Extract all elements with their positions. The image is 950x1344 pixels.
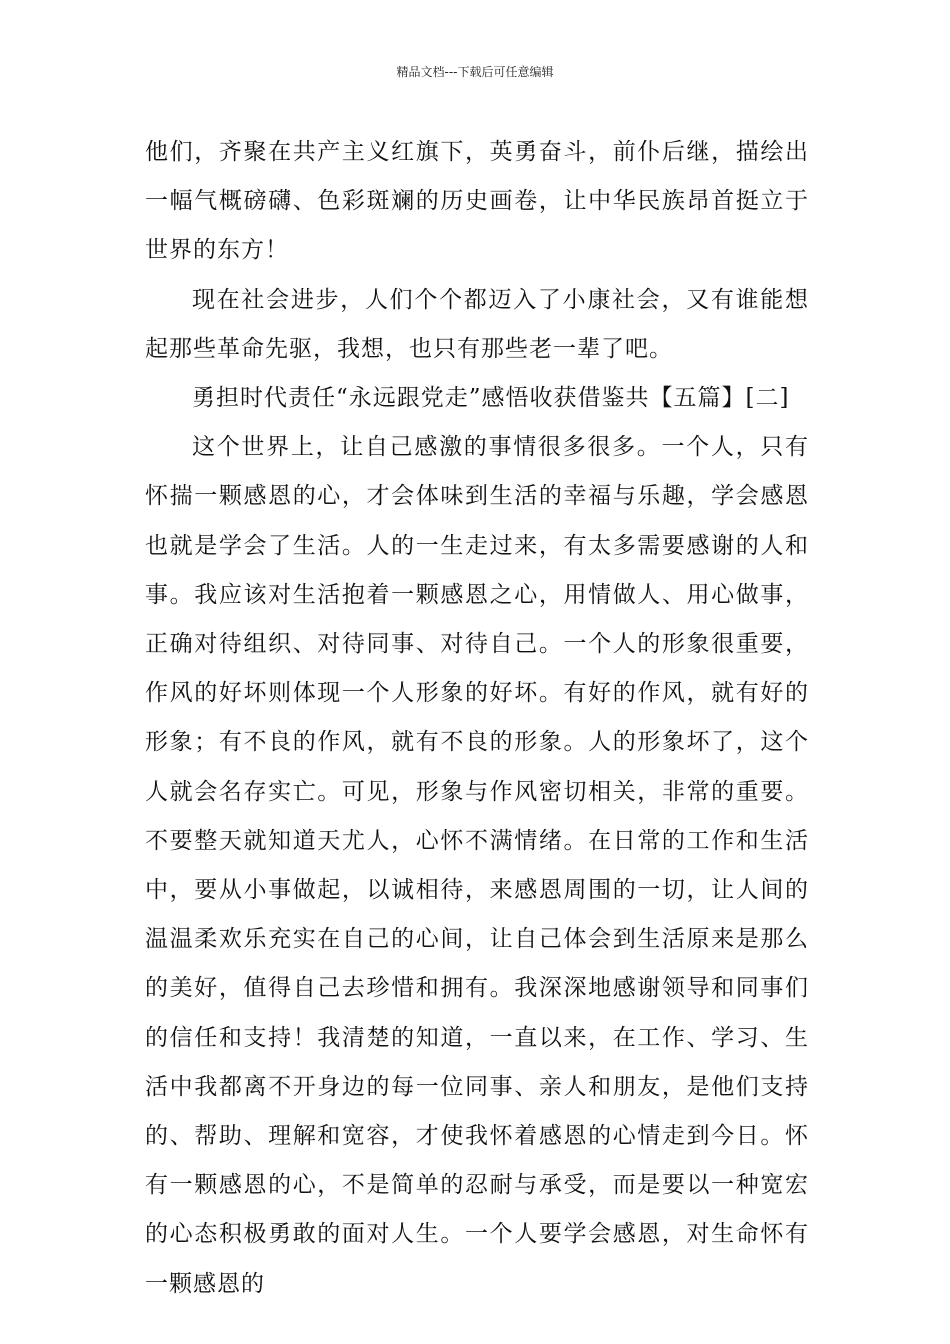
- paragraph: 这个世界上，让自己感激的事情很多很多。一个人，只有怀揣一颗感恩的心，才会体味到生活的幸福与乐趣，学会感恩也就是学会了生活。人的一生走过来，有太多需要感谢的人和事。我应该对生活抱着一颗感恩之心，用情做人、用心做事，正确对待组织、对待同事、对待自己。一个人的形象很重要，作风的好坏则体现一个人形象的好坏。有好的作风，就有好的形象；有不良的作风，就有不良的形象。人的形象坏了，这个人就会名存实亡。可见，形象与作风密切相关，非常的重要。不要整天就知道天尤人，心怀不满情绪。在日常的工作和生活中，要从小事做起，以诚相待，来感恩周围的一切，让人间的温温柔欢乐充实在自己的心间，让自己体会到生活原来是那么的美好，值得自己去珍惜和拥有。我深深地感谢领导和同事们的信任和支持！我清楚的知道，一直以来，在工作、学习、生活中我都离不开身边的每一位同事、亲人和朋友，是他们支持的、帮助、理解和宽容，才使我怀着感恩的心情走到今日。怀有一颗感恩的心，不是简单的忍耐与承受，而是要以一种宽宏的心态积极勇敢的面对人生。一个人要学会感恩，对生命怀有一颗感恩的: [145, 434, 809, 1297]
- document-body: [145, 128, 809, 1309]
- paragraph-continuation: 他们，齐聚在共产主义红旗下，英勇奋斗，前仆后继，描绘出一幅气概磅礴、色彩斑斓的历史画卷，让中华民族昂首挺立于世界的东方！: [145, 139, 809, 264]
- page-header: 精品文档---下载后可任意编辑: [396, 65, 554, 79]
- section-heading: 勇担时代责任“永远跟党走”感悟收获借鉴共【五篇】[二]: [192, 385, 790, 412]
- paragraph: 现在社会进步，人们个个都迈入了小康社会，又有谁能想起那些革命先驱，我想，也只有那些老一辈了吧。: [145, 286, 809, 362]
